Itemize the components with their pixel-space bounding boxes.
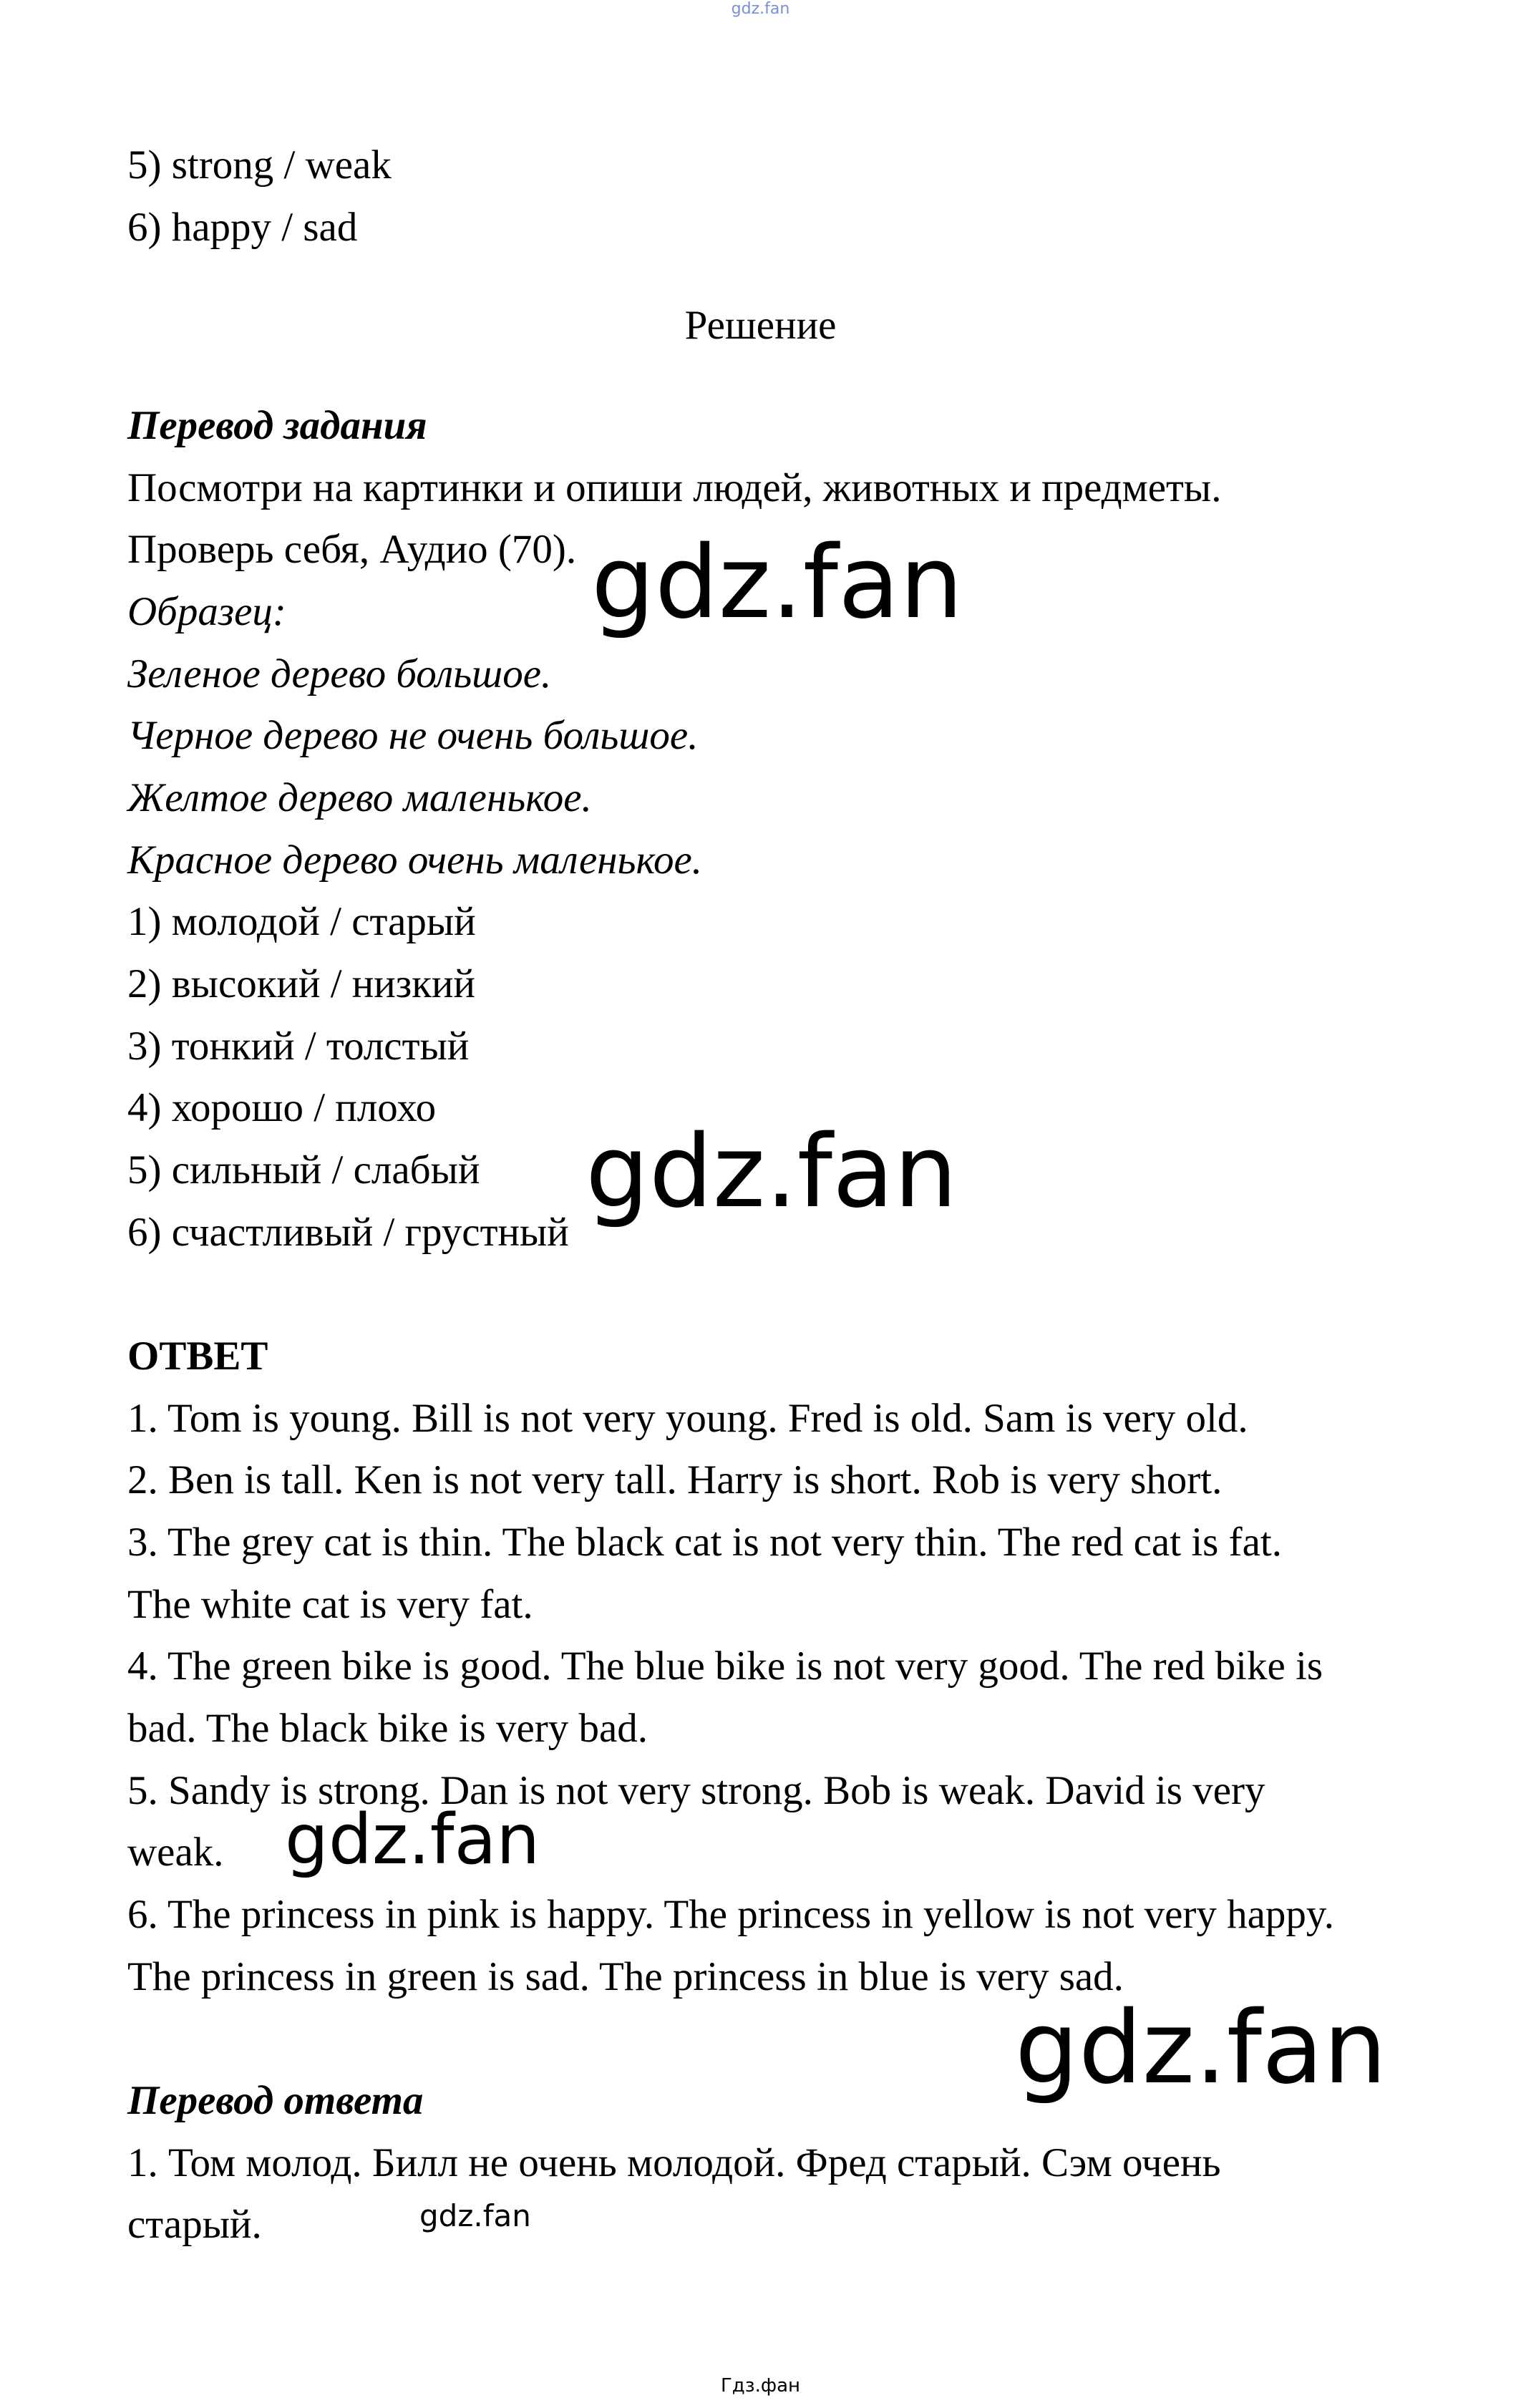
answer-line-8: weak. <box>127 1830 224 1875</box>
task-item-6: 6) счастливый / грустный <box>127 1210 569 1255</box>
answer-line-5: 4. The green bike is good. The blue bike is not very good. The red bike is <box>127 1644 1323 1689</box>
sample-line-4: Красное дерево очень маленькое. <box>127 838 703 883</box>
task-line-1: Посмотри на картинки и опиши людей, животных и предметы. <box>127 465 1222 510</box>
top-line-5: 5) strong / weak <box>127 142 392 188</box>
answer-line-3: 3. The grey cat is thin. The black cat is not very thin. The red cat is fat. <box>127 1520 1282 1565</box>
task-item-1: 1) молодой / старый <box>127 899 476 944</box>
sample-line-3: Желтое дерево маленькое. <box>127 775 592 820</box>
watermark-5: gdz.fan <box>419 2198 531 2233</box>
answer-line-4: The white cat is very fat. <box>127 1582 533 1627</box>
sample-line-1: Зеленое дерево большое. <box>127 651 552 696</box>
answer-line-9: 6. The princess in pink is happy. The princess in yellow is not very happy. <box>127 1892 1334 1937</box>
task-line-2: Проверь себя, Аудио (70). <box>127 527 577 572</box>
answer-translation-line-2: старый. <box>127 2202 262 2247</box>
watermark-2: gdz.fan <box>585 1114 958 1230</box>
watermark-1: gdz.fan <box>591 525 963 641</box>
answer-heading: ОТВЕТ <box>127 1334 268 1379</box>
task-item-4: 4) хорошо / плохо <box>127 1085 437 1130</box>
watermark-3: gdz.fan <box>285 1800 540 1880</box>
solution-heading: Решение <box>684 303 837 348</box>
sample-label: Образец: <box>127 589 286 634</box>
answer-line-1: 1. Tom is young. Bill is not very young. Fred is old. Sam is very old. <box>127 1396 1248 1441</box>
task-translation-heading: Перевод задания <box>127 403 427 448</box>
answer-line-10: The princess in green is sad. The princess in blue is very sad. <box>127 1954 1124 1999</box>
answer-translation-heading: Перевод ответа <box>127 2078 424 2123</box>
answer-line-6: bad. The black bike is very bad. <box>127 1706 648 1751</box>
task-item-5: 5) сильный / слабый <box>127 1147 480 1193</box>
task-item-3: 3) тонкий / толстый <box>127 1024 470 1069</box>
header-watermark: gdz.fan <box>731 0 790 18</box>
answer-translation-line-1: 1. Том молод. Билл не очень молодой. Фред старый. Сэм очень <box>127 2140 1221 2185</box>
watermark-4: gdz.fan <box>1015 1990 1387 2107</box>
answer-line-2: 2. Ben is tall. Ken is not very tall. Harry is short. Rob is very short. <box>127 1457 1223 1502</box>
sample-line-2: Черное дерево не очень большое. <box>127 713 699 758</box>
top-line-6: 6) happy / sad <box>127 205 358 250</box>
answer-line-7: 5. Sandy is strong. Dan is not very strong. Bob is weak. David is very <box>127 1768 1265 1813</box>
task-item-2: 2) высокий / низкий <box>127 961 476 1006</box>
footer-label: Гдз.фан <box>720 2375 801 2397</box>
